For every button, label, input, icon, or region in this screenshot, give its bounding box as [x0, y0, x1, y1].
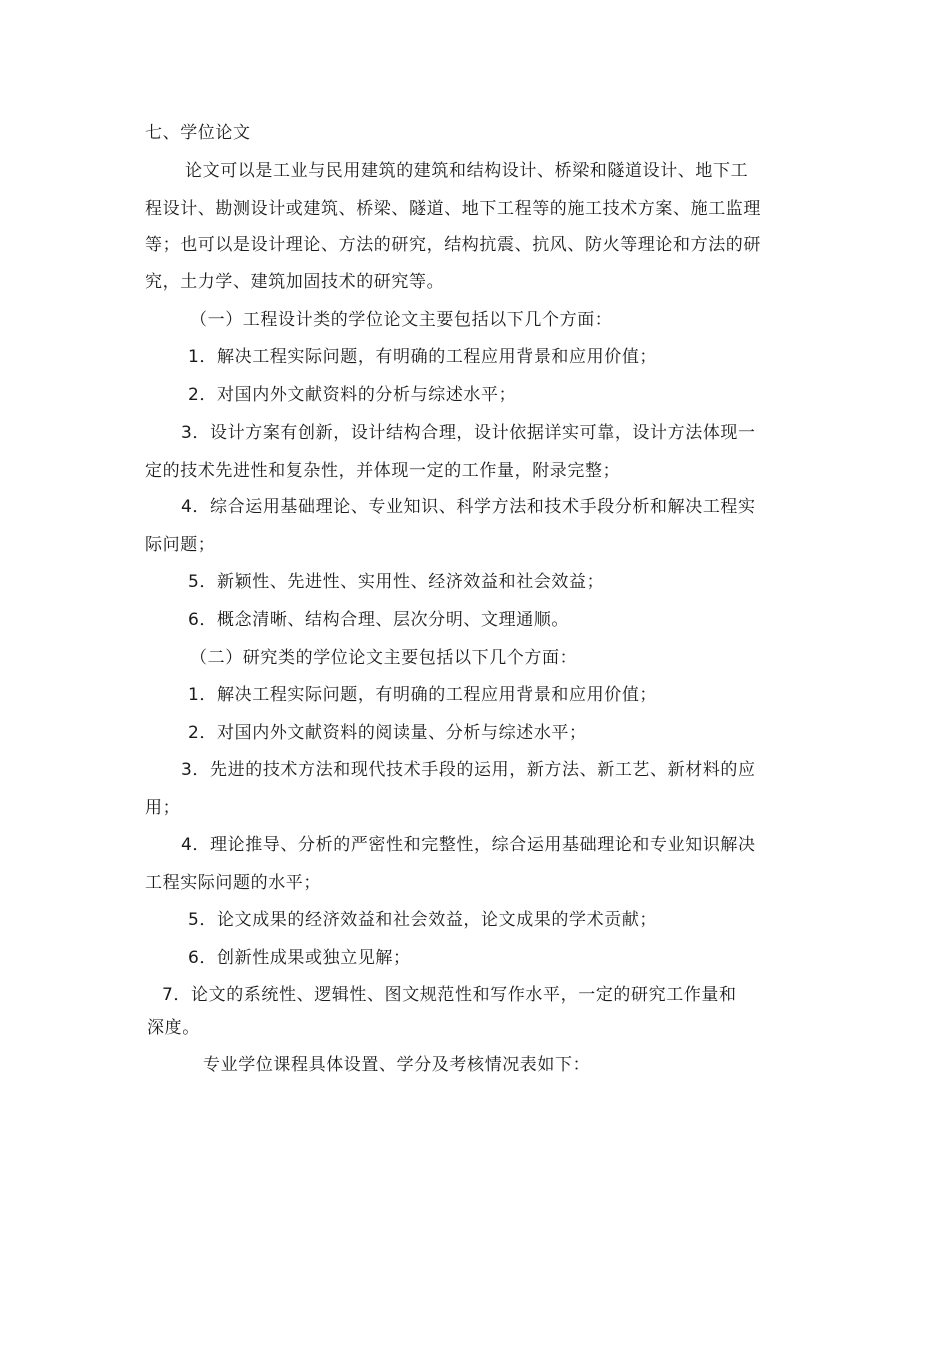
- closing-paragraph: 专业学位课程具体设置、学分及考核情况表如下：: [203, 1055, 591, 1075]
- subsection-title: （一）工程设计类的学位论文主要包括以下几个方面：: [190, 310, 613, 330]
- list-item: 7．论文的系统性、逻辑性、图文规范性和写作水平，一定的研究工作量和: [162, 985, 737, 1005]
- list-item: 6．概念清晰、结构合理、层次分明、文理通顺。: [188, 610, 570, 630]
- intro-line: 等；也可以是设计理论、方法的研究，结构抗震、抗风、防火等理论和方法的研: [145, 235, 761, 255]
- list-item: 1．解决工程实际问题，有明确的工程应用背景和应用价值；: [188, 347, 658, 367]
- list-item: 深度。: [147, 1018, 200, 1038]
- list-item: 用；: [145, 798, 181, 818]
- intro-line: 究，土力学、建筑加固技术的研究等。: [145, 272, 445, 292]
- list-item: 3．设计方案有创新，设计结构合理，设计依据详实可靠，设计方法体现一: [181, 423, 756, 443]
- list-item: 工程实际问题的水平；: [145, 873, 321, 893]
- section-heading: 七、学位论文: [145, 123, 251, 143]
- list-item: 际问题；: [145, 535, 216, 555]
- list-item: 定的技术先进性和复杂性，并体现一定的工作量，附录完整；: [145, 461, 621, 481]
- list-item: 3．先进的技术方法和现代技术手段的运用，新方法、新工艺、新材料的应: [181, 760, 756, 780]
- list-item: 1．解决工程实际问题，有明确的工程应用背景和应用价值；: [188, 685, 658, 705]
- intro-line: 程设计、勘测设计或建筑、桥梁、隧道、地下工程等的施工技术方案、施工监理: [145, 199, 761, 219]
- list-item: 4．理论推导、分析的严密性和完整性，综合运用基础理论和专业知识解决: [181, 835, 756, 855]
- list-item: 6．创新性成果或独立见解；: [188, 948, 411, 968]
- intro-line: 论文可以是工业与民用建筑的建筑和结构设计、桥梁和隧道设计、地下工: [185, 161, 749, 181]
- list-item: 2．对国内外文献资料的分析与综述水平；: [188, 385, 517, 405]
- list-item: 5．论文成果的经济效益和社会效益，论文成果的学术贡献；: [188, 910, 658, 930]
- subsection-title: （二）研究类的学位论文主要包括以下几个方面：: [190, 648, 578, 668]
- list-item: 5．新颖性、先进性、实用性、经济效益和社会效益；: [188, 572, 605, 592]
- list-item: 4．综合运用基础理论、专业知识、科学方法和技术手段分析和解决工程实: [181, 497, 756, 517]
- list-item: 2．对国内外文献资料的阅读量、分析与综述水平；: [188, 723, 587, 743]
